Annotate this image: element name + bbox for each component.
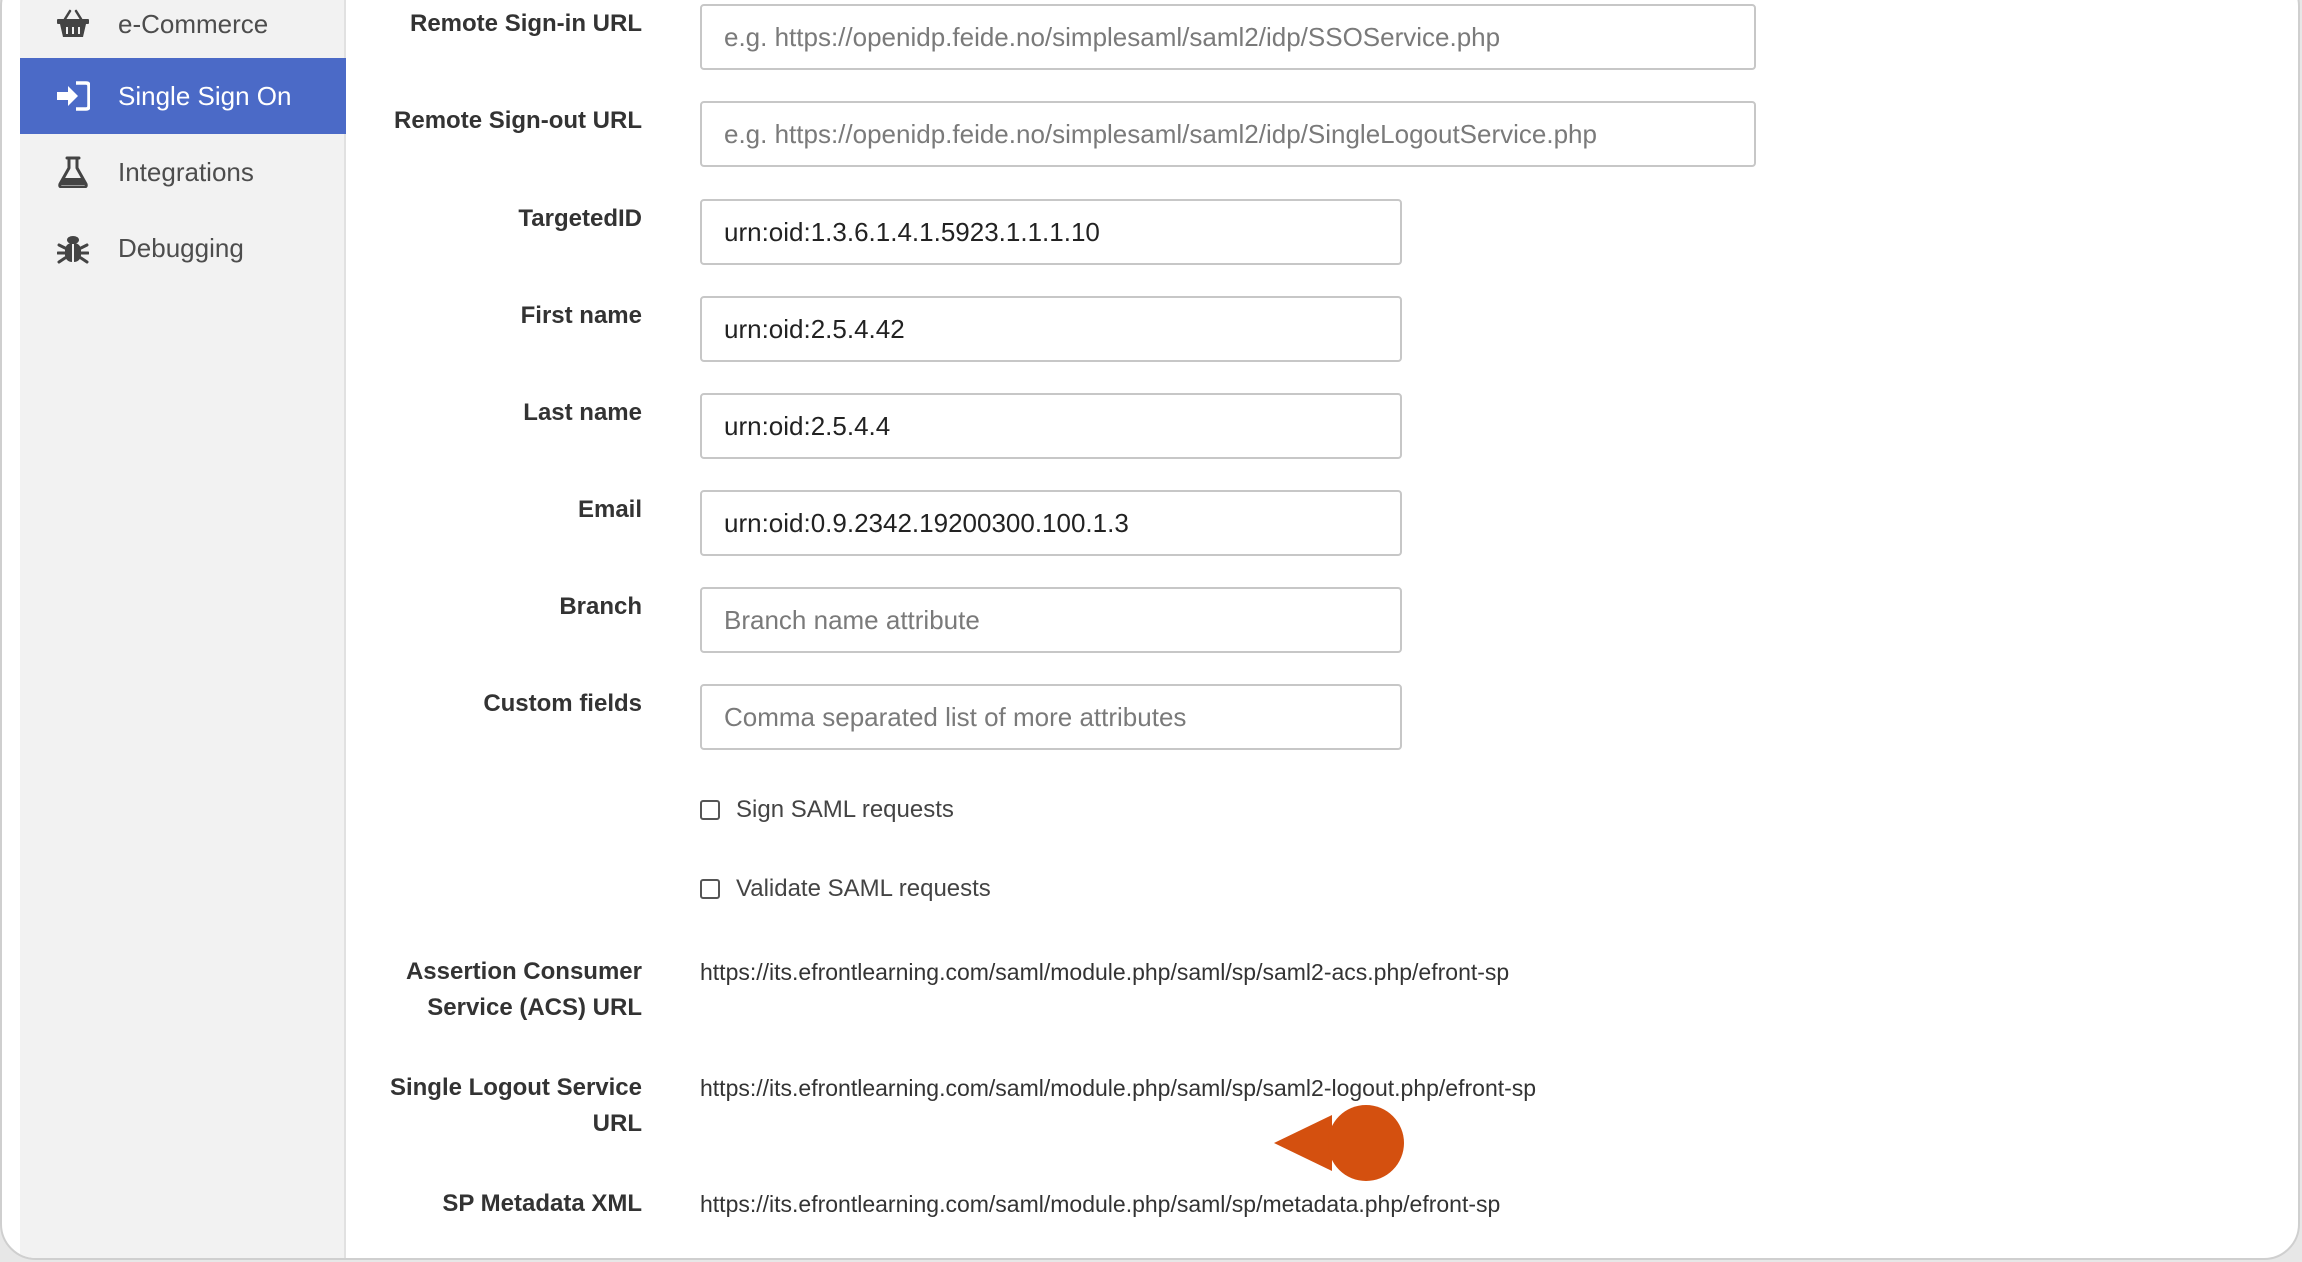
sp-metadata-url-value: https://its.efrontlearning.com/saml/module.php/saml/sp/metadata.php/efront-sp xyxy=(700,1191,1501,1217)
sidebar xyxy=(20,0,346,1260)
branch-input[interactable] xyxy=(700,587,1402,653)
validate-saml-requests-checkbox[interactable] xyxy=(700,879,720,899)
email-input[interactable] xyxy=(700,490,1402,556)
sign-saml-requests-option[interactable] xyxy=(700,796,954,824)
remote-signout-label: Remote Sign-out URL xyxy=(394,107,642,134)
sp-metadata-label: SP Metadata XML xyxy=(442,1190,642,1217)
step-number-badge: 4 xyxy=(1682,1119,1706,1166)
targeted-id-label: TargetedID xyxy=(518,205,642,232)
remote-signin-label: Remote Sign-in URL xyxy=(410,10,642,37)
sidebar-item-integrations[interactable] xyxy=(20,134,346,210)
sign-saml-requests-label: Sign SAML requests xyxy=(736,796,954,823)
flask-icon xyxy=(56,155,90,189)
callout-circle xyxy=(1328,1105,1404,1181)
basket-icon xyxy=(56,7,90,41)
sign-in-icon xyxy=(56,79,90,113)
sidebar-item-label: e-Commerce xyxy=(118,8,269,39)
sidebar-item-label: Debugging xyxy=(118,232,244,263)
email-label: Email xyxy=(577,496,642,523)
remote-signout-url-input[interactable] xyxy=(700,101,1756,167)
sidebar-item-single-sign-on[interactable] xyxy=(20,58,346,134)
sso-settings-form xyxy=(346,2,2298,1258)
slo-url-label: Single Logout Service URL xyxy=(389,1074,642,1137)
validate-saml-requests-option[interactable] xyxy=(700,875,991,903)
custom-fields-input[interactable] xyxy=(700,684,1402,750)
first-name-input[interactable] xyxy=(700,296,1402,362)
last-name-label: Last name xyxy=(523,399,642,426)
sidebar-item-ecommerce[interactable] xyxy=(20,0,346,62)
branch-label: Branch xyxy=(559,593,642,620)
remote-signin-url-input[interactable] xyxy=(700,4,1756,70)
last-name-input[interactable] xyxy=(700,393,1402,459)
acs-url-label: Assertion Consumer Service (ACS) URL xyxy=(405,958,642,1021)
sidebar-item-label: Integrations xyxy=(118,156,254,187)
targeted-id-input[interactable] xyxy=(700,199,1402,265)
custom-fields-label: Custom fields xyxy=(483,690,642,717)
validate-saml-requests-label: Validate SAML requests xyxy=(736,875,991,902)
sign-saml-requests-checkbox[interactable] xyxy=(700,800,720,820)
acs-url-value: https://its.efrontlearning.com/saml/module.php/saml/sp/saml2-acs.php/efront-sp xyxy=(700,959,1510,985)
slo-url-value: https://its.efrontlearning.com/saml/module.php/saml/sp/saml2-logout.php/efront-sp xyxy=(700,1075,1537,1101)
callout-pointer xyxy=(1274,1115,1332,1171)
sidebar-item-label: Single Sign On xyxy=(118,80,292,111)
bug-icon xyxy=(56,231,90,265)
first-name-label: First name xyxy=(520,302,642,329)
sidebar-item-debugging[interactable] xyxy=(20,210,346,286)
step-callout-marker xyxy=(1274,1105,1404,1181)
